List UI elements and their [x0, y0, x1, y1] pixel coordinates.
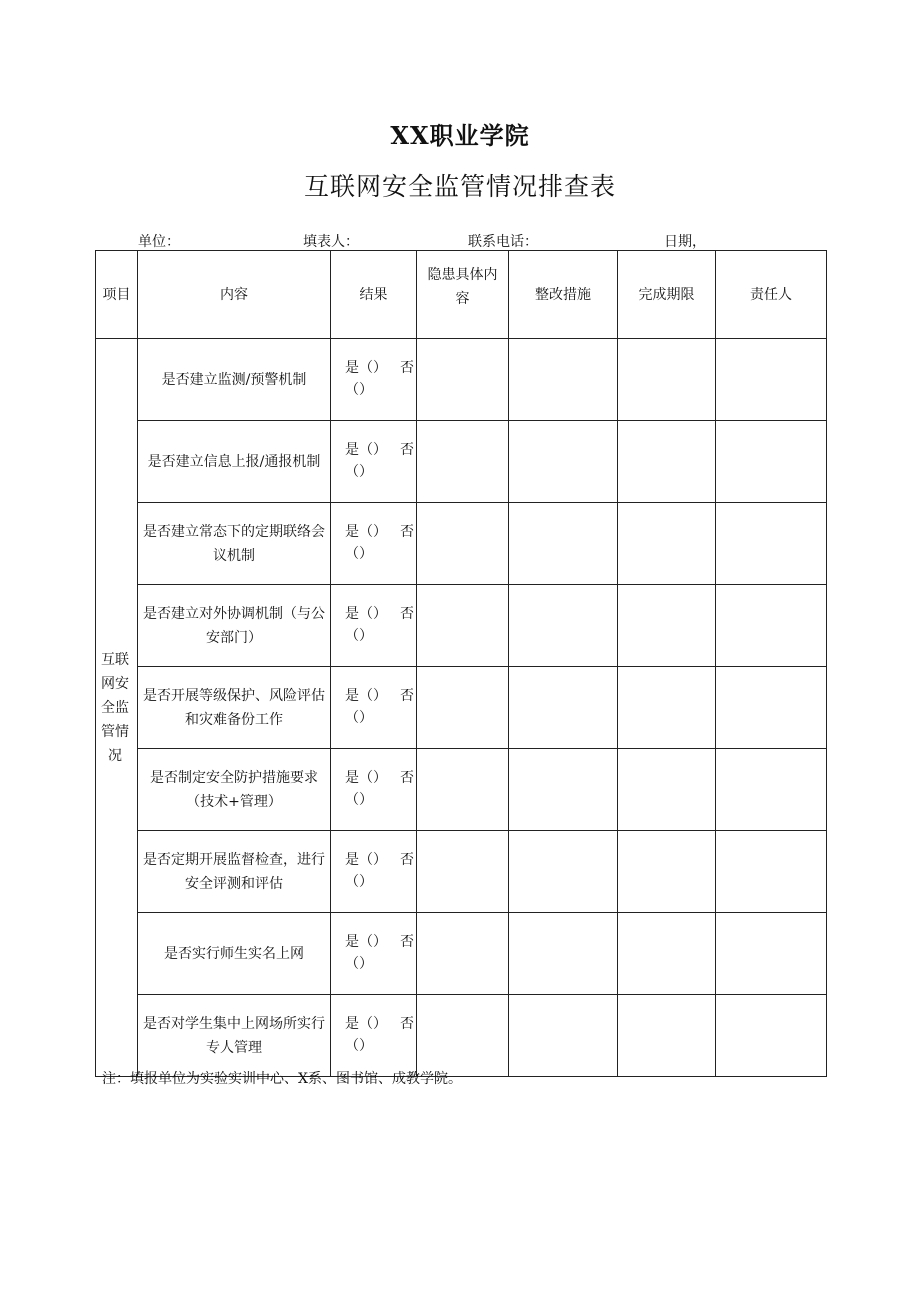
table-row — [96, 503, 827, 585]
fix-cell[interactable] — [509, 421, 618, 503]
result-cell[interactable] — [331, 503, 417, 585]
result-yes[interactable]: 是（） — [345, 442, 387, 458]
result-no[interactable]: 否 — [400, 442, 414, 458]
result-no-paren[interactable]: （） — [345, 710, 373, 726]
fix-cell[interactable] — [509, 339, 618, 421]
content-text: 是否对学生集中上网场所实行专人管理 — [143, 1015, 325, 1056]
content-cell — [138, 503, 331, 585]
table-row — [96, 585, 827, 667]
owner-cell[interactable] — [716, 913, 827, 995]
deadline-cell[interactable] — [618, 585, 716, 667]
result-cell[interactable] — [331, 749, 417, 831]
result-yes[interactable]: 是（） — [345, 524, 387, 540]
date-label: 日期， — [664, 234, 706, 250]
deadline-cell[interactable] — [618, 339, 716, 421]
result-cell[interactable] — [331, 667, 417, 749]
result-no-paren[interactable]: （） — [345, 792, 373, 808]
risk-cell[interactable] — [417, 339, 509, 421]
result-yes[interactable]: 是（） — [345, 688, 387, 704]
table-row — [96, 831, 827, 913]
deadline-cell[interactable] — [618, 503, 716, 585]
footnote: 注：填报单位为实验实训中心、X系、图书馆、成教学院。 — [102, 1071, 462, 1087]
result-no-paren[interactable]: （） — [345, 874, 373, 890]
category-label: 互联网安全监管情况 — [101, 651, 129, 764]
fix-cell[interactable] — [509, 667, 618, 749]
deadline-cell[interactable] — [618, 749, 716, 831]
content-cell — [138, 421, 331, 503]
result-no[interactable]: 否 — [400, 852, 414, 868]
fix-cell[interactable] — [509, 995, 618, 1077]
result-no[interactable]: 否 — [400, 770, 414, 786]
result-yes[interactable]: 是（） — [345, 770, 387, 786]
content-text: 是否定期开展监督检查，进行安全评测和评估 — [143, 851, 325, 892]
unit-label: 单位： — [138, 234, 180, 250]
header-fix: 整改措施 — [509, 251, 618, 339]
result-cell[interactable] — [331, 913, 417, 995]
header-result: 结果 — [331, 251, 417, 339]
fix-cell[interactable] — [509, 831, 618, 913]
result-no[interactable]: 否 — [400, 934, 414, 950]
owner-cell[interactable] — [716, 339, 827, 421]
result-cell[interactable] — [331, 585, 417, 667]
deadline-cell[interactable] — [618, 421, 716, 503]
risk-cell[interactable] — [417, 585, 509, 667]
result-no-paren[interactable]: （） — [345, 546, 373, 562]
owner-cell[interactable] — [716, 503, 827, 585]
result-no-paren[interactable]: （） — [345, 382, 373, 398]
risk-cell[interactable] — [417, 667, 509, 749]
content-text: 是否建立监测/预警机制 — [161, 371, 307, 388]
result-yes[interactable]: 是（） — [345, 934, 387, 950]
risk-cell[interactable] — [417, 749, 509, 831]
deadline-cell[interactable] — [618, 913, 716, 995]
content-text: 是否建立对外协调机制（与公安部门） — [143, 605, 325, 646]
deadline-cell[interactable] — [618, 831, 716, 913]
table-row — [96, 667, 827, 749]
content-text: 是否建立信息上报/通报机制 — [147, 453, 321, 470]
result-no[interactable]: 否 — [400, 606, 414, 622]
header-owner: 责任人 — [716, 251, 827, 339]
table-row — [96, 913, 827, 995]
fix-cell[interactable] — [509, 913, 618, 995]
result-yes[interactable]: 是（） — [345, 360, 387, 376]
header-risk: 隐患具体内容 — [417, 251, 509, 339]
phone-label: 联系电话： — [468, 234, 538, 250]
content-cell — [138, 913, 331, 995]
content-text: 是否开展等级保护、风险评估和灾难备份工作 — [143, 687, 325, 728]
document-title: XX职业学院 — [390, 121, 530, 150]
content-cell — [138, 995, 331, 1077]
risk-cell[interactable] — [417, 503, 509, 585]
fix-cell[interactable] — [509, 749, 618, 831]
result-no-paren[interactable]: （） — [345, 956, 373, 972]
result-cell[interactable] — [331, 421, 417, 503]
content-cell — [138, 831, 331, 913]
result-cell[interactable] — [331, 995, 417, 1077]
owner-cell[interactable] — [716, 749, 827, 831]
table-row — [96, 995, 827, 1077]
risk-cell[interactable] — [417, 421, 509, 503]
owner-cell[interactable] — [716, 831, 827, 913]
content-text: 是否制定安全防护措施要求（技术+管理） — [150, 769, 318, 810]
result-no-paren[interactable]: （） — [345, 628, 373, 644]
result-yes[interactable]: 是（） — [345, 1016, 387, 1032]
content-text: 是否实行师生实名上网 — [164, 945, 304, 962]
result-no-paren[interactable]: （） — [345, 1038, 373, 1054]
content-cell — [138, 667, 331, 749]
header-row — [96, 251, 827, 339]
content-cell — [138, 749, 331, 831]
deadline-cell[interactable] — [618, 995, 716, 1077]
fix-cell[interactable] — [509, 585, 618, 667]
risk-cell[interactable] — [417, 831, 509, 913]
content-cell — [138, 585, 331, 667]
fix-cell[interactable] — [509, 503, 618, 585]
header-item: 项目 — [96, 251, 138, 339]
table-row — [96, 749, 827, 831]
owner-cell[interactable] — [716, 995, 827, 1077]
filler-label: 填表人： — [303, 234, 359, 250]
content-cell — [138, 339, 331, 421]
owner-cell[interactable] — [716, 421, 827, 503]
owner-cell[interactable] — [716, 585, 827, 667]
result-no-paren[interactable]: （） — [345, 464, 373, 480]
deadline-cell[interactable] — [618, 667, 716, 749]
header-deadline: 完成期限 — [618, 251, 716, 339]
document-subtitle: 互联网安全监管情况排查表 — [303, 172, 616, 201]
category-cell — [96, 339, 138, 1077]
inspection-table — [95, 250, 827, 1077]
risk-cell[interactable] — [417, 913, 509, 995]
table-row — [96, 339, 827, 421]
header-content: 内容 — [138, 251, 331, 339]
content-text: 是否建立常态下的定期联络会议机制 — [143, 523, 325, 564]
table-row — [96, 421, 827, 503]
risk-cell[interactable] — [417, 995, 509, 1077]
result-no[interactable]: 否 — [400, 688, 414, 704]
result-yes[interactable]: 是（） — [345, 606, 387, 622]
result-no[interactable]: 否 — [400, 1016, 414, 1032]
owner-cell[interactable] — [716, 667, 827, 749]
result-cell[interactable] — [331, 339, 417, 421]
result-yes[interactable]: 是（） — [345, 852, 387, 868]
result-cell[interactable] — [331, 831, 417, 913]
result-no[interactable]: 否 — [400, 524, 414, 540]
result-no[interactable]: 否 — [400, 360, 414, 376]
